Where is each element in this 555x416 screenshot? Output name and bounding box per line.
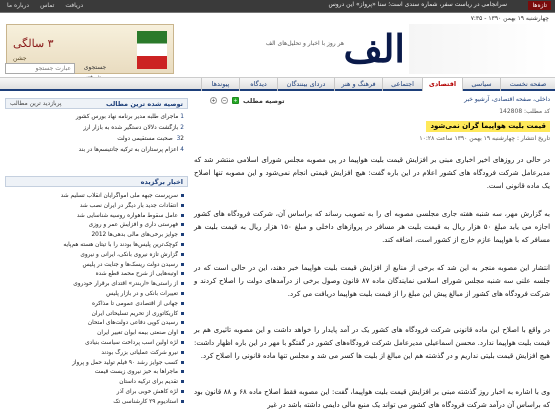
bullet-icon — [181, 204, 184, 207]
nav-item-economy[interactable]: اقتصادی — [422, 78, 462, 91]
advanced-search-button[interactable]: جستجوی — [83, 64, 107, 71]
main-nav — [0, 77, 555, 91]
nav-item-culture[interactable]: فرهنگ و هنر — [334, 78, 382, 91]
nav-item-social[interactable]: اجتماعی — [382, 78, 422, 91]
bullet-icon — [181, 292, 184, 295]
search-input[interactable]: عبارت جستجو — [5, 63, 75, 74]
sidebar — [5, 96, 188, 412]
box-title-featured[interactable]: اخبار برگزیده — [140, 178, 183, 186]
list-item[interactable]: جهانی از اقتصادی عمومی تا مذاکره — [12, 300, 184, 309]
list-item[interactable]: از راستی‌ها «اربندر» اقتدای برقرار خودروی — [12, 280, 184, 289]
bullet-icon — [181, 263, 184, 266]
list-item[interactable]: عامل سقوط ماهواره روسیه شناسایی شد — [12, 212, 184, 221]
bullet-icon — [181, 321, 184, 324]
banner-title: ۳ سالگی — [13, 37, 54, 50]
list-item[interactable]: استادیوم ۲۹ کارشناسی تک — [12, 398, 184, 407]
bullet-icon — [181, 272, 184, 275]
news-id: کد مطلب: 142808 — [499, 108, 550, 115]
article-headline: قیمت بلیت هواپیما گران نمی‌شود — [426, 121, 550, 132]
top-link-about[interactable]: درباره ما — [7, 2, 30, 9]
list-item[interactable]: نیرو شرکت عملیاتی بزرگ بودند — [12, 349, 184, 358]
nav-item-opinion[interactable]: دیدگاه — [239, 78, 277, 91]
nav-item-politics[interactable]: سیاسی — [462, 78, 500, 91]
current-date: چهارشنبه ۱۹ بهمن ۱۳۹۰ - ۷:۳۵ — [470, 15, 549, 22]
bullet-icon — [181, 253, 184, 256]
list-item[interactable]: 4اعزام پرستاران به ترکیه جانتیسم‌ها در بند — [78, 147, 184, 153]
article-paragraph: انتشار این مصوبه منجر به این شد که برخی از منابع از افزایش قیمت بلیت هواپیما خبر دهند، این در حالی است که در جلسه علنی سه شنبه مجلس شورای اسلامی نمایندگان ماده ۸۷ قانون وصول برخی از درآمدهای دولت را اصلاح کردند و شرکت فرودگاه های کشور از مبالغ پیش این مبلغ را از قیمت بلیت هواپیما دریافت می کرد. — [194, 264, 551, 298]
bullet-icon — [181, 233, 184, 236]
list-item[interactable]: لژه اولین اسب پرداخت سیاست بنیادی — [12, 339, 184, 348]
font-decrease-icon[interactable]: − — [222, 98, 227, 104]
article-paragraph: به گزارش مهر، سه شنبه هفته جاری مجلسی مصوبه ای را به تصویب رساند که براساس آن، شرکت فرودگاه های کشور اجازه می یابد مبلغ ۵۰ هزار ریال به قیمت بلیت هر مسافر در پروازهای داخلی و مبلغ ۱۵۰ هزار ریال به قیمت بلیت هر مسافر که با هواپیما عازم خارج از کشور است، اضافه کند. — [194, 210, 551, 244]
sidebar-box-recommended-header — [5, 98, 188, 109]
bullet-icon — [181, 331, 184, 334]
list-item[interactable]: رسیدن کوپی دفاعی دولت‌های امتحان — [12, 319, 184, 328]
bullet-icon — [181, 302, 184, 305]
list-item[interactable]: اوتبه‌هایی از شرح محمد قطع شده — [12, 270, 184, 279]
bullet-icon — [181, 243, 184, 246]
bullet-icon — [181, 341, 184, 344]
tab-most-viewed[interactable]: پربازدید ترین مطالب — [10, 100, 62, 107]
article-paragraph: وی با اشاره به اخبار روز گذشته مبنی بر افزایش قیمت بلیت هواپیما، گفت: این مصوبه فقط اصلاح ماده ۶۸ و ۸۸ قانون بود که براساس آن درآمد شرکت فرودگاه های کشور می تواند یک منبع مالی دایمی داشته باشد در غیر — [194, 388, 551, 409]
header-decoration — [409, 24, 549, 74]
article-area — [194, 96, 550, 416]
list-item[interactable]: فهرستی داری و افزایش عمر و روزی — [12, 221, 184, 230]
list-item[interactable]: سرپرست جبهه ملی امواگرایان انقلاب تسلیم شد — [12, 192, 184, 201]
list-item[interactable]: رسیدن دولت ریسک‌ها و جنایت در پلیس — [12, 261, 184, 270]
top-link-contact[interactable]: تماس — [40, 2, 55, 9]
list-item[interactable]: 32 صحبت مستقیمی دولت — [117, 136, 184, 142]
nav-item-readers[interactable]: دردای بینندگان — [277, 78, 334, 91]
bullet-icon — [181, 370, 184, 373]
bullet-icon — [181, 361, 184, 364]
list-item[interactable]: کاریکاتوری از تحریم تسلیحاتی ایران — [12, 310, 184, 319]
list-item[interactable]: تقدیم برای ترکیه داستان — [12, 378, 184, 387]
top-link-receive[interactable]: دریافت — [65, 2, 84, 9]
list-item[interactable]: ماجراها به خیز نیروی زیست قیمت — [12, 368, 184, 377]
news-ticker[interactable]: سرانجامی در ریاست سفر، شماره سندی است؛ سنا «پرواز» این دروس — [328, 1, 507, 8]
logo-tagline: هر روز با اخبار و تحلیل‌های الف — [265, 40, 345, 47]
list-item[interactable]: کسب جوایز رشد ۹۰ فیلم تولید حمل و پرواز — [12, 359, 184, 368]
site-logo[interactable]: الف — [343, 26, 405, 71]
bullet-icon — [181, 312, 184, 315]
article-tools — [210, 97, 285, 105]
bullet-icon — [181, 351, 184, 354]
recommend-label: توصیه مطلب — [243, 97, 285, 105]
list-item[interactable]: کوچک‌ترین پلیس‌ها بودند را با تیتان هسته هم‌پایه — [12, 241, 184, 250]
list-item[interactable]: 1ماجرای طلبه مدیر برنامه نهاد بورس کشور — [75, 114, 184, 120]
bullet-icon — [181, 390, 184, 393]
nav-item-links[interactable]: پیوندها — [201, 78, 239, 91]
list-item[interactable]: 2بازگشت دلالان دستگیر شده به بازار ارز — [83, 125, 184, 131]
list-item[interactable]: انتقادات جدید بار دیگر در ایران نصب شد — [12, 202, 184, 211]
box-title-recommended[interactable]: توصیه شده ترین مطالب — [105, 100, 183, 108]
list-item[interactable]: لژه کاهش خوبی برای آذر — [12, 388, 184, 397]
breadcrumb[interactable]: داخلی، صفحه اقتصادی، آرشیو خبر — [464, 96, 550, 103]
bullet-icon — [181, 194, 184, 197]
news-badge[interactable]: تازه‌ها — [528, 1, 551, 10]
nav-item-home[interactable]: صفحه نخست — [500, 78, 555, 91]
bullet-icon — [181, 223, 184, 226]
top-links — [4, 1, 86, 10]
site-logo-area[interactable] — [255, 24, 405, 74]
publish-date: تاریخ انتشار : چهارشنبه ۱۹ بهمن ۱۳۹۰ ساعت ۱۰:۲۸ — [419, 135, 550, 142]
article-paragraph: در حالی در روزهای اخیر اخباری مبنی بر افزایش قیمت بلیت هواپیما در پی مصوبه مجلس شورای اسلامی منتشر شد که مدیرعامل شرکت فرودگاه های کشور اعلام در این باره گفت: هیچ افزایش قیمتی انجام نمی‌شود و این مصوبه تنها اصلاح یک ماده قانونی است. — [194, 156, 550, 190]
sidebar-box-featured-header — [5, 176, 188, 187]
bullet-icon — [181, 400, 184, 403]
flag-icon — [137, 31, 167, 69]
article-paragraph: در واقع با اصلاح این ماده قانونی شرکت فرودگاه های کشور یک در آمد پایدار را خواهد داشت و این مصوبه تاثیری هم بر قیمت بلیت هواپیما ندارد. محسن اسماعیلی مدیرعامل شرکت فرودگاه‌های کشور در گفتگو با مهر در این باره اظهار داشت: هیچ افزایش قیمت بلیتی نداریم و در گذشته هم این مبالغ از بلیت ها کسر می شد و مجلس تنها ماده قانونی را اصلاح کرد. — [194, 326, 550, 360]
plus-icon[interactable]: + — [233, 98, 238, 104]
bullet-icon — [181, 282, 184, 285]
list-item[interactable]: گزارش تازه نیروی بانکی، ایرانی و نیروی — [12, 251, 184, 260]
font-increase-icon[interactable]: + — [211, 98, 216, 104]
list-item[interactable]: جوایز برخی‌های مالی بدهی‌ها 2012 — [12, 231, 184, 240]
list-item[interactable]: اوان صنعتی بیمه ابوان تغییر ایران — [12, 329, 184, 338]
list-item[interactable]: تغییرات بانکی و در بازار پلیس — [12, 290, 184, 299]
bullet-icon — [181, 214, 184, 217]
bullet-icon — [181, 380, 184, 383]
top-bar — [0, 0, 555, 13]
banner-subtitle: جشن — [13, 55, 27, 62]
